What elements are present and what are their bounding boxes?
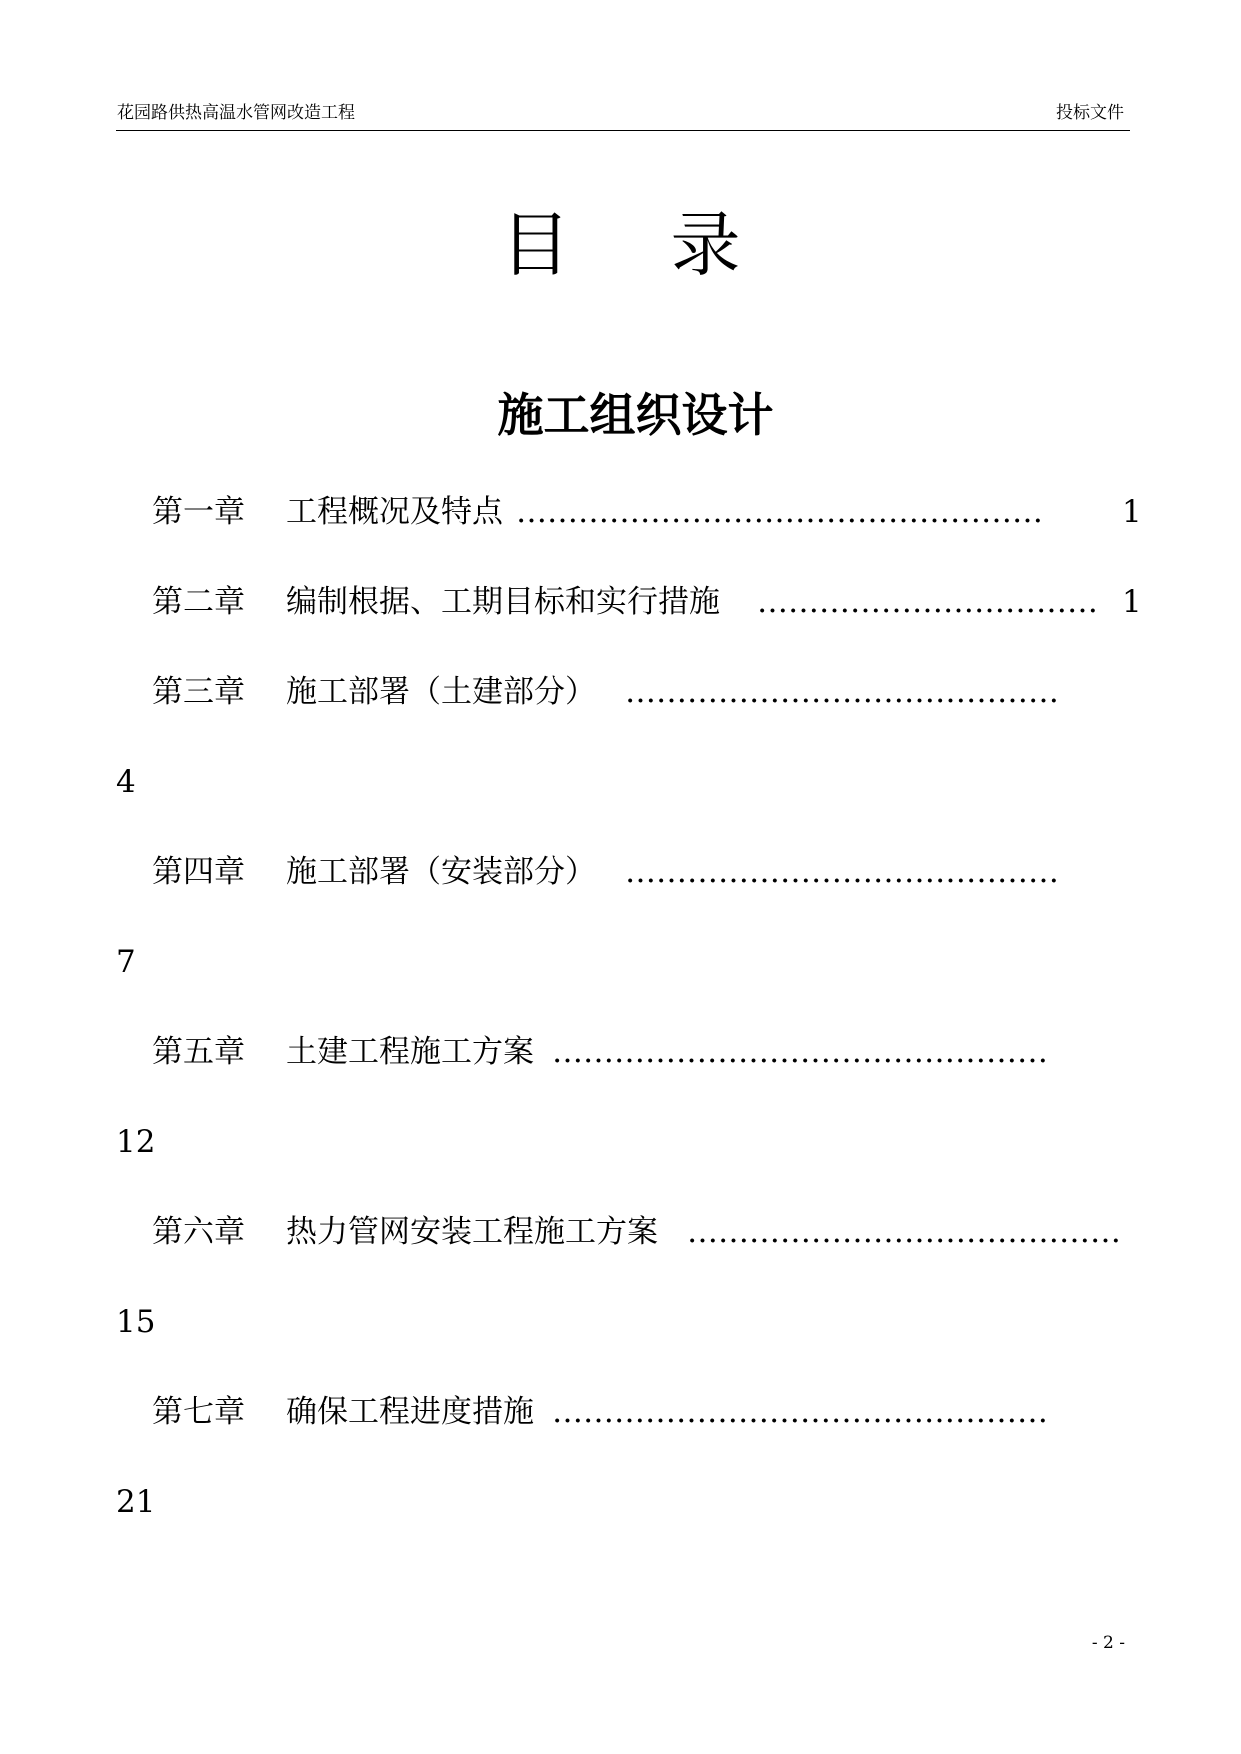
- toc-chapter-label: 第四章: [152, 854, 245, 890]
- toc-chapter-label: 第一章: [152, 494, 245, 530]
- header-document-type: 投标文件: [1056, 103, 1124, 123]
- toc-chapter-title: 工程概况及特点: [286, 494, 503, 530]
- toc-dot-leader: …………………………………………: [552, 1394, 1048, 1430]
- toc-chapter-title: 热力管网安装工程施工方案: [286, 1214, 658, 1250]
- toc-page-number-wrapped: 12: [116, 1124, 156, 1160]
- header-project-name: 花园路供热高温水管网改造工程: [117, 103, 355, 123]
- toc-chapter-label: 第二章: [152, 584, 245, 620]
- footer-page-number: - 2 -: [1091, 1633, 1125, 1653]
- page-title-char-1: 目: [500, 204, 571, 286]
- toc-chapter-title: 编制根据、工期目标和实行措施: [286, 584, 720, 620]
- toc-chapter-label: 第三章: [152, 674, 245, 710]
- page-title-char-2: 录: [670, 204, 741, 286]
- toc-page-number-wrapped: 21: [116, 1484, 156, 1520]
- page-title: [0, 205, 1241, 285]
- toc-entry-chapter-5[interactable]: [152, 1030, 1139, 1074]
- toc-page-number: 1: [1122, 494, 1142, 530]
- toc-page-number-wrapped: 7: [116, 944, 136, 980]
- toc-dot-leader: ……………………………………: [625, 854, 1059, 890]
- toc-page-number: 1: [1122, 584, 1142, 620]
- toc-dot-leader: …………………………………………: [552, 1034, 1048, 1070]
- toc-dot-leader: ……………………………………: [687, 1214, 1121, 1250]
- toc-dot-leader: ……………………………………………: [516, 494, 1043, 530]
- header-divider: [116, 130, 1130, 131]
- section-title: 施工组织设计: [497, 388, 774, 442]
- toc-entry-chapter-4[interactable]: [152, 850, 1139, 894]
- toc-chapter-title: 确保工程进度措施: [286, 1394, 534, 1430]
- toc-dot-leader: ……………………………………: [625, 674, 1059, 710]
- toc-chapter-label: 第五章: [152, 1034, 245, 1070]
- toc-entry-chapter-1[interactable]: [152, 490, 1142, 534]
- toc-entry-chapter-2[interactable]: [152, 580, 1142, 624]
- toc-chapter-title: 土建工程施工方案: [286, 1034, 534, 1070]
- toc-chapter-label: 第六章: [152, 1214, 245, 1250]
- toc-chapter-label: 第七章: [152, 1394, 245, 1430]
- toc-chapter-title: 施工部署（安装部分）: [286, 854, 596, 890]
- toc-entry-chapter-7[interactable]: [152, 1390, 1139, 1434]
- toc-page-number-wrapped: 4: [116, 764, 136, 800]
- toc-entry-chapter-6[interactable]: [152, 1210, 1139, 1254]
- toc-entry-chapter-3[interactable]: [152, 670, 1139, 714]
- toc-chapter-title: 施工部署（土建部分）: [286, 674, 596, 710]
- toc-dot-leader: ……………………………: [757, 584, 1098, 620]
- toc-page-number-wrapped: 15: [116, 1304, 156, 1340]
